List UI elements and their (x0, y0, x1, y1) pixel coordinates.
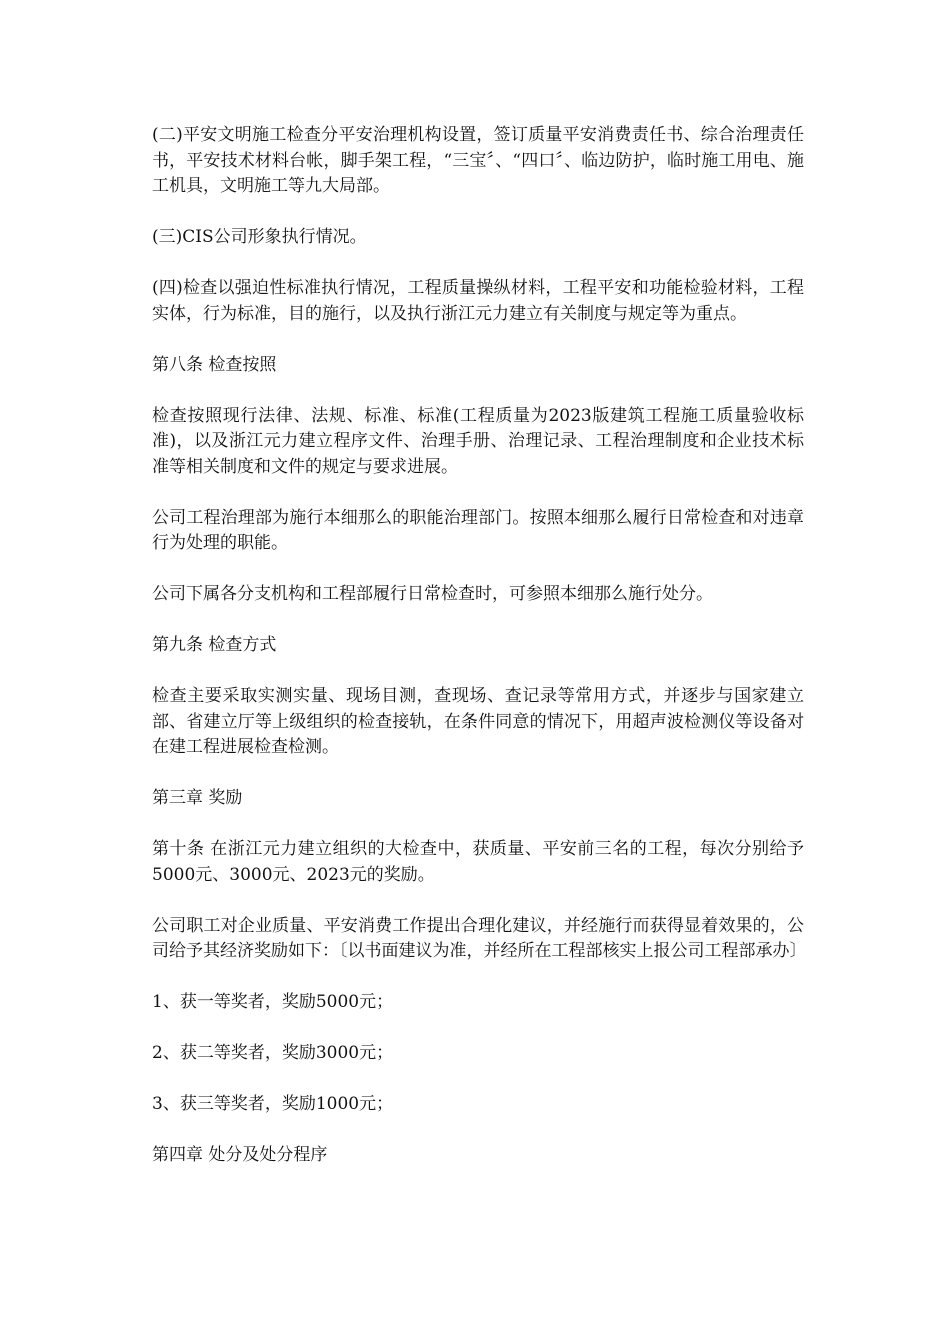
list-item-third-prize: 3、获三等奖者，奖励1000元； (152, 1094, 394, 1114)
chapter-3-heading: 第三章 奖励 (152, 788, 243, 808)
document-body (152, 123, 807, 1194)
article-9-heading: 第九条 检查方式 (152, 635, 277, 655)
paragraph-suggestion-rewards: 公司职工对企业质量、平安消费工作提出合理化建议，并经施行而获得显着效果的，公司给予其经济奖励如下：〔以书面建议为准，并经所在工程部核实上报公司工程部承办〕 (152, 915, 807, 961)
paragraph-safety-inspection: (二)平安文明施工检查分平安治理机构设置，签订质量平安消费责任书、综合治理责任书，平安技术材料台帐，脚手架工程，“三宝〞、“四口〞、临边防护，临时施工用电、施工机具，文明施工等九大局部。 (152, 125, 804, 196)
paragraph-inspection-methods: 检查主要采取实测实量、现场目测，查现场、查记录等常用方式，并逐步与国家建立部、省建立厅等上级组织的检查接轨，在条件同意的情况下，用超声波检测仪等设备对在建工程进展检查检测。 (152, 686, 804, 757)
chapter-4-heading: 第四章 处分及处分程序 (152, 1145, 328, 1165)
paragraph-management-dept: 公司工程治理部为施行本细那么的职能治理部门。按照本细那么履行日常检查和对违章行为处理的职能。 (152, 507, 804, 553)
paragraph-cis: (三)CIS公司形象执行情况。 (152, 227, 367, 247)
paragraph-inspection-basis: 检查按照现行法律、法规、标准、标准(工程质量为2023版建筑工程施工质量验收标准)，以及浙江元力建立程序文件、治理手册、治理记录、工程治理制度和企业技术标准等相关制度和文件的规定与要求进展。 (152, 405, 804, 477)
list-item-second-prize: 2、获二等奖者，奖励3000元； (152, 1043, 394, 1063)
paragraph-branch-reference: 公司下属各分支机构和工程部履行日常检查时，可参照本细那么施行处分。 (152, 584, 713, 604)
paragraph-inspection-focus: (四)检查以强迫性标准执行情况，工程质量操纵材料，工程平安和功能检验材料，工程实体，行为标准，目的施行，以及执行浙江元力建立有关制度与规定等为重点。 (152, 278, 804, 324)
article-8-heading: 第八条 检查按照 (152, 354, 277, 375)
paragraph-article-10: 第十条 在浙江元力建立组织的大检查中，获质量、平安前三名的工程，每次分别给予5000元、3000元、2023元的奖励。 (152, 839, 804, 885)
list-item-first-prize: 1、获一等奖者，奖励5000元； (152, 992, 394, 1012)
